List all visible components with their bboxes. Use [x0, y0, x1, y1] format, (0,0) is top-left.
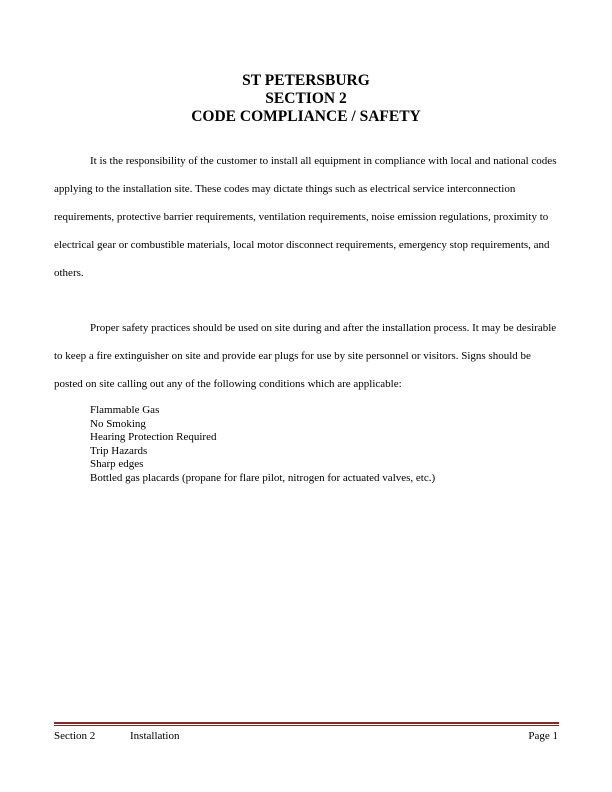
paragraph-safety-practices [54, 314, 558, 398]
footer-divider [54, 722, 559, 724]
footer-title: Installation [130, 730, 180, 742]
paragraph-code-compliance-text: It is the responsibility of the customer to install all equipment in compliance with local and national codes applying to the installation site. These codes may dictate things such as electrical service interconnection requirements, protective barrier requirements, ventilation requirements, noise emission regulations, proximity to electrical gear or combustible materials, local motor disconnect requirements, emergency stop requirements, and others. [54, 155, 557, 279]
paragraph-code-compliance [54, 147, 558, 287]
list-item: Sharp edges [90, 458, 144, 470]
title-block [0, 72, 612, 126]
list-item: Flammable Gas [90, 404, 160, 416]
title-section: SECTION 2 [265, 90, 347, 107]
footer-page-number: Page 1 [528, 730, 558, 742]
list-item: Bottled gas placards (propane for flare pilot, nitrogen for actuated valves, etc.) [90, 471, 436, 484]
list-item: No Smoking [90, 417, 146, 430]
list-item: Trip Hazards [90, 444, 148, 457]
conditions-list [90, 404, 435, 485]
paragraph-safety-practices-text: Proper safety practices should be used on site during and after the installation process. It may be desirable to keep a fire extinguisher on site and provide ear plugs for use by site personnel or visitors. Signs should be posted on site calling out any of the following conditions which are applicable: [54, 322, 557, 390]
footer-section: Section 2 [54, 730, 96, 742]
footer-divider-thin [54, 725, 559, 726]
title-heading: CODE COMPLIANCE / SAFETY [191, 108, 421, 125]
list-item: Hearing Protection Required [90, 431, 217, 443]
title-location: ST PETERSBURG [242, 72, 370, 89]
